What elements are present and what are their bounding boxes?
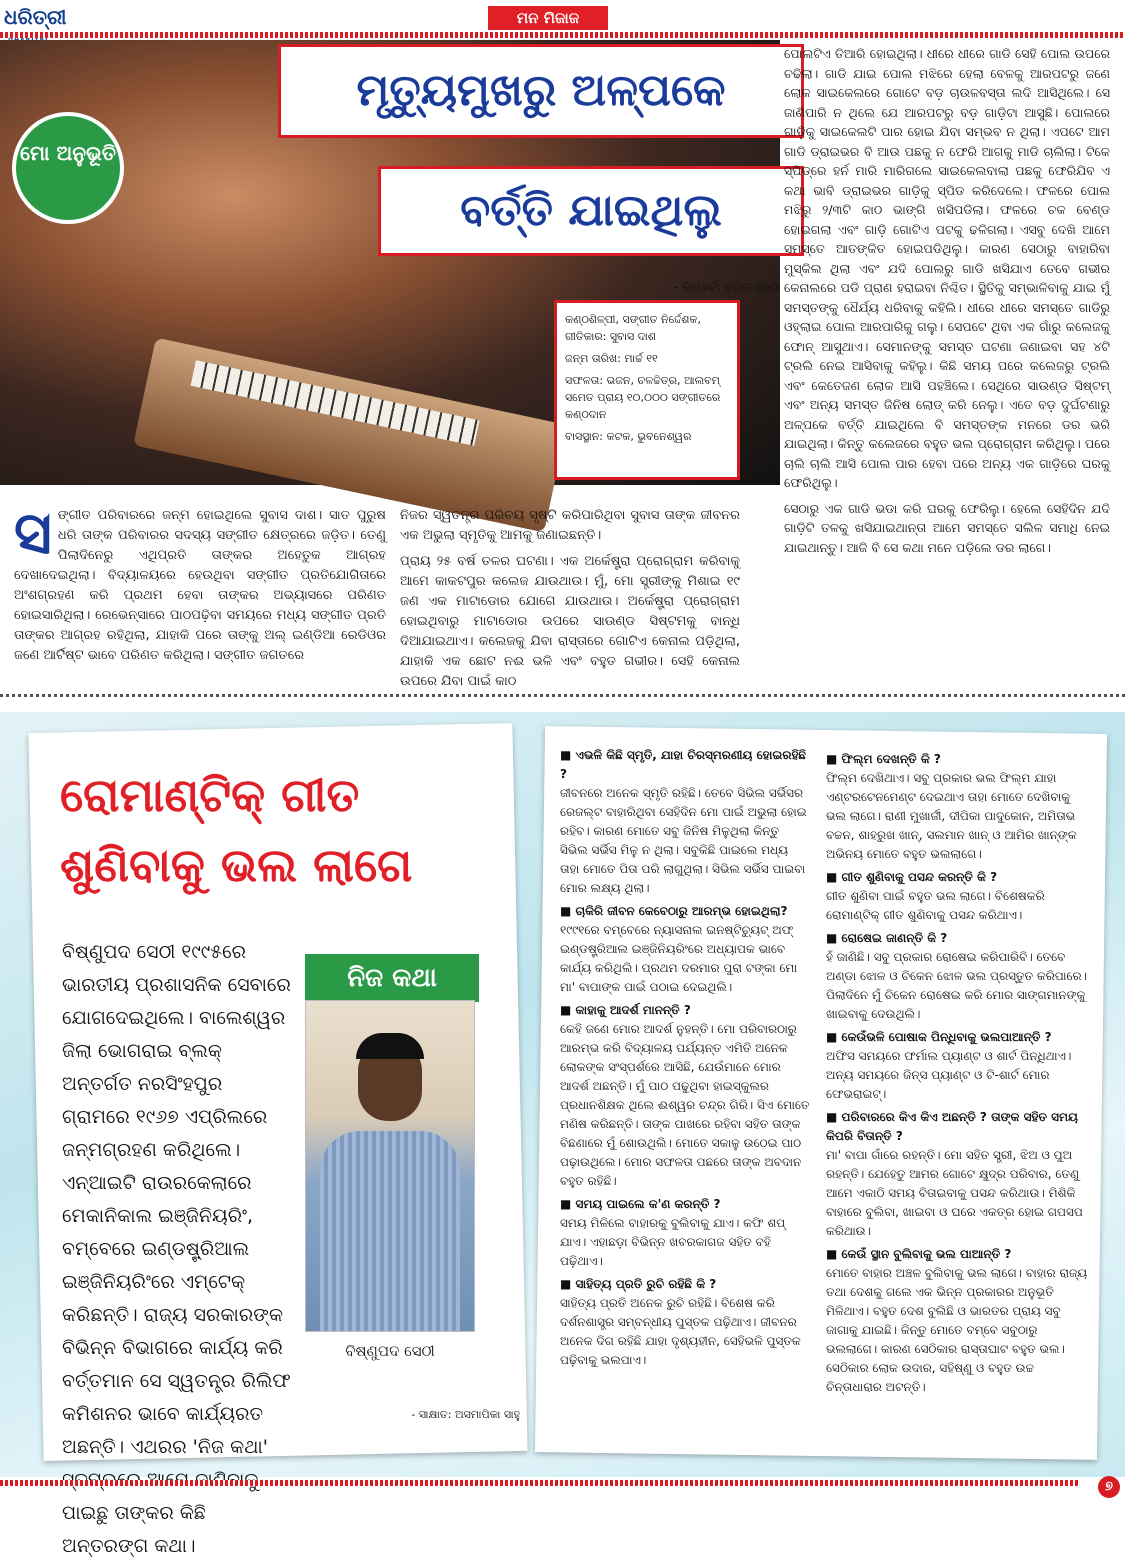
qa-column-2 [826,746,1088,1462]
qa-answer: କେହି ଜଣେ ମୋର ଆଦର୍ଶ ନୁହନ୍ତି। ମୋ ପରିବାରଠାରୁ ଆରମ୍ଭ କରି ବିଦ୍ୟାଳୟ ପର୍ଯ୍ୟନ୍ତ ଏମିତି ଅନେକ ଲୋକଙ୍କ ସଂସ୍ପର୍ଶରେ ଆସିଛି, ଯେଉଁମାନେ ମୋର ଆଦର୍ଶ ଅଛନ୍ତି। ମୁଁ ପାଠ ପଢୁଥିବା ହାଇସ୍କୁଲର ପ୍ରଧାନଶିକ୍ଷକ ଥିଲେ ଈଶ୍ୱର ଚନ୍ଦ୍ର ଗିରି। ସିଏ ମୋତେ ମଣିଷ କରିଛନ୍ତି। ତାଙ୍କ ପାଖରେ ରହିବା ସହିତ ତାଙ୍କ ବିଛଣାରେ ମୁଁ ଶୋଉଥିଲି। ମୋତେ ସକାଳୁ ଉଠେଇ ପାଠ ପଢ଼ାଉଥିଲେ। ମୋର ସଫଳତା ପଛରେ ତାଙ୍କ ଅବଦାନ ବହୁତ ରହିଛି। [560,1022,810,1188]
profile-bio: ବିଷ୍ଣୁପଦ ସେଠୀ ୧୯୯୫ରେ ଭାରତୀୟ ପ୍ରଶାସନିକ ସେବାରେ ଯୋଗଦେଇଥିଲେ। ବାଲେଶ୍ୱର ଜିଲା ଭୋଗରାଇ ବ୍ଲକ୍ ଅନ୍ତର୍ଗତ ନରସିଂହପୁର ଗ୍ରାମରେ ୧୯୬୭ ଏପ୍ରିଲରେ ଜନ୍ମଗ୍ରହଣ କରିଥିଲେ। ଏନ୍ଆଇଟି ରାଉରକେଲାରେ ମେକାନିକାଲ ଇଞ୍ଜିନିୟରିଂ, ବମ୍ବେରେ ଇଣ୍ଡଷ୍ଟ୍ରିଆଲ ଇଞ୍ଜିନିୟରିଂରେ ଏମ୍‌ଟେକ୍ କରିଛନ୍ତି। ରାଜ୍ୟ ସରକାରଙ୍କ ବିଭିନ୍ନ ବିଭାଗରେ କାର୍ଯ୍ୟ କରି ବର୍ତ୍ତମାନ ସେ ସ୍ୱତନ୍ତ୍ର ରିଲିଫ କମିଶନର ଭାବେ କାର୍ଯ୍ୟରତ ଅଛନ୍ତି। ଏଥରର 'ନିଜ କଥା' ପାଇଛୁ ତାଙ୍କର କିଛି ଅନ୍ତରଙ୍ଗ କଥା। [62,941,291,1557]
qa-question: ■ ଗୀତ ଶୁଣିବାକୁ ପସନ୍ଦ କରନ୍ତି କି ? [826,868,1088,887]
qa-question: ■ ରୋଷେଇ ଜାଣନ୍ତି କି ? [826,929,1088,948]
newspaper-logo [4,4,67,30]
qa-answer: ଜୀବନରେ ଅନେକ ସ୍ମୃତି ରହିଛି। ତେବେ ସିଭିଲ ସର୍ଭିସର ରେଜଲ୍ଟ ବାହାରିଥିବା ସେହିଦିନ ମୋ ପାଇଁ ଅଭୁଲା ହୋଇ ରହିବ। କାରଣ ମୋତେ ସବୁ ଜିନିଷ ମିଳୁଥିଲା କିନ୍ତୁ ସିଭିଲ ସର୍ଭିସ ମିଳୁ ନ ଥିଲା। ସବୁକିଛି ପାଇଲେ ମଧ୍ୟ ତାହା ମୋତେ ପିତା ପରି ଲାଗୁଥିଲା। ସିଭିଲ ସର୍ଭିସ ପାଇବା ମୋର ଲକ୍ଷ୍ୟ ଥିଲା। [560,786,807,895]
qa-column-1 [560,742,810,1462]
info-dob: ଜନ୍ମ ତାରିଖ: ମାର୍ଚ୍ଚ ୧୧ [565,352,658,365]
top-divider [0,32,1125,38]
qa-question: ■ କେଉଁଭଳି ପୋଷାକ ପିନ୍ଧିବାକୁ ଭଲପାଆନ୍ତି ? [826,1028,1088,1047]
interview-headline [60,760,520,900]
bottom-divider [0,1480,1080,1486]
photo-caption: ବିଷ୍ଣୁପଦ ସେଠୀ [320,1336,460,1366]
qa-answer: ହଁ ଜାଣିଛି। ସବୁ ପ୍ରକାର ରୋଷେଇ କରିପାରିବି। ତେବେ ଅଣ୍ଡା ଝୋଳ ଓ ଚିକେନ ଝୋଳ ଭଲ ପ୍ରସ୍ତୁତ କରିପାରେ। ପିଲାଦିନେ ମୁଁ ଚିକେନ ରୋଷେଇ କରି ମୋର ସାଙ୍ଗମାନଙ୍କୁ ଖାଇବାକୁ ଦେଉଥିଲି। [826,950,1088,1021]
column-3-para-2: ସେଠାରୁ ଏକ ଗାଡି ଭଡା କରି ଘରକୁ ଫେରିଲୁ। ହେଲେ ସେହିଦିନ ଯଦି ଗାଡ଼ିଟି ତଳକୁ ଖସିଯାଇଥାନ୍ତା ଆମେ ସମସ୍ତେ ସଲିଳ ସମାଧି ନେଇ ଯାଇଥାନ୍ତୁ। ଆଜି ବି ସେ କଥା ମନେ ପଡ଼ିଲେ ଡର ଲାଗେ। [784,500,1110,555]
qa-question: ■ ସମୟ ପାଇଲେ କ'ଣ କରନ୍ତି ? [560,1195,810,1214]
person-photo [305,1000,475,1332]
qa-answer: ସମୟ ମିଳିଲେ ବାହାରକୁ ବୁଲିବାକୁ ଯାଏ। କଫି ଶପ୍ ଯାଏ। ଏହାଛଡ଼ା ବିଭିନ୍ନ ଖବରକାଗଜ ସହିତ ବହି ପଢ଼ିଥାଏ। [560,1216,786,1268]
qa-answer: ୧୯୯୧ରେ ବମ୍ବେରେ ନ୍ୟାସନାଲ ଇନଷ୍ଟିଚ୍ୟୁଟ୍ ଅଫ୍ ଇଣ୍ଡଷ୍ଟ୍ରିଆଲ ଇଞ୍ଜିନିୟରିଂରେ ଅଧ୍ୟାପକ ଭାବେ କାର୍ଯ୍ୟ କରିଥିଲି। ପ୍ରଥମ ଦରମାର ପୁରା ଟଙ୍କା ମୋ ମା' ବାପାଙ୍କ ପାଇଁ ପଠାଇ ଦେଇଥିଲି। [560,923,798,994]
info-role: କଣ୍ଠଶିଳ୍ପୀ, ସଙ୍ଗୀତ ନିର୍ଦ୍ଦେଶକ, ଗୀତିକାର: ସୁବାସ ଦାଶ [565,313,702,343]
qa-answer: ଗୀତ ଶୁଣିବା ପାଇଁ ବହୁତ ଭଲ ଲାଗେ। ବିଶେଷକରି ରୋମାଣ୍ଟିକ୍ ଗୀତ ଶୁଣିବାକୁ ପସନ୍ଦ କରିଥାଏ। [826,889,1045,922]
interview-headline-line-1: ରୋମାଣ୍ଟିକ୍ ଗୀତ [60,768,360,822]
qa-question: ■ ପରିବାରରେ କିଏ କିଏ ଅଛନ୍ତି ? ତାଙ୍କ ସହିତ ସମୟ କିପରି ବିତାନ୍ତି ? [826,1108,1088,1146]
logo-text: ଧରିତ୍ରୀ [4,5,67,29]
qa-question: ■ ସାହିତ୍ୟ ପ୍ରତି ରୁଚି ରହିଛି କି ? [560,1275,810,1294]
profile-info-box [554,300,740,480]
qa-answer: ମୋତେ ବାହାର ଅଞ୍ଚଳ ବୁଲିବାକୁ ଭଲ ଲାଗେ। ବାହାର ରାଜ୍ୟ ତଥା ଦେଶକୁ ଗଲେ ଏକ ଭିନ୍ନ ପ୍ରକାରର ଅନୁଭୂତି ମିଳିଥାଏ। ବହୁତ ଦେଶ ବୁଲିଛି ଓ ଭାରତର ପ୍ରାୟ ସବୁ ଜାଗାକୁ ଯାଇଛି। କିନ୍ତୁ ମୋତେ ବମ୍ବେ ସବୁଠାରୁ ଭଲଲାଗେ। କାରଣ ସେଠିକାର ରାସ୍ତାଘାଟ ବହୁତ ଭଲ। ସେଠିକାର ଲୋକ ଉଦାର, ସହିଷ୍ଣୁ ଓ ବହୁତ ଉଚ୍ଚ ଚିନ୍ତାଧାରାର ଅଟନ୍ତି। [826,1266,1088,1394]
article-column-1 [14,499,386,686]
interview-headline-line-2: ଶୁଣିବାକୁ ଭଲ ଲାଗେ [60,838,413,892]
qa-answer: ଅଫିସ ସମୟରେ ଫର୍ମାଲ ପ୍ୟାଣ୍ଟ ଓ ଶାର୍ଟ ପିନ୍ଧିଥାଏ। ଅନ୍ୟ ସମୟରେ ଜିନ୍ସ ପ୍ୟାଣ୍ଟ ଓ ଟି-ଶାର୍ଟ ମୋର ଫେଭରାଇଟ୍। [826,1049,1072,1101]
nija-katha-tag: ନିଜ କଥା [303,952,481,1004]
qa-answer: ସାହିତ୍ୟ ପ୍ରତି ଅନେକ ରୁଚି ରହିଛି। ବିଶେଷ କରି ଦର୍ଶନଶାସ୍ତ୍ର ସମ୍ବନ୍ଧୀୟ ପୁସ୍ତକ ପଢ଼ିଥାଏ। ଜୀବନର ଅନେକ ଦିଗ ରହିଛି ଯାହା ଦୃଶ୍ୟହୀନ, ସେହିଭଳି ପୁସ୍ତକ ପଢ଼ିବାକୁ ଭଲପାଏ। [560,1296,801,1367]
qa-answer: ଫିଲ୍ମ ଦେଖିଥାଏ। ସବୁ ପ୍ରକାର ଭଲ ଫିଲ୍ମ ଯାହା ଏଣ୍ଟରଟେନମେଣ୍ଟ ଦେଇଥାଏ ତାହା ମୋତେ ଦେଖିବାକୁ ଭଲ ଲାଗେ। ରାଣୀ ମୁଖାର୍ଜୀ, ଦୀପିକା ପାଦୁକୋନ, ଅମିତାଭ ବଚ୍ଚନ, ଶାହରୁଖ ଖାନ୍, ସଲମାନ ଖାନ୍ ଓ ଆମିର ଖାନ୍‌ଙ୍କ ଅଭିନୟ ମୋତେ ବହୁତ ଭଲଲାଗେ। [826,771,1077,861]
section-divider [0,694,1125,697]
shirt-graphic [320,1131,460,1331]
page-number: ୭ [1098,1476,1120,1498]
column-1-text: ଙ୍ଗୀତ ପରିବାରରେ ଜନ୍ମ ହୋଇଥିଲେ ସୁବାସ ଦାଶ। ସାତ ପୁରୁଷ ଧରି ତାଙ୍କ ପରିବାରର ସଦସ୍ୟ ସଙ୍ଗୀତ କ୍ଷେତ୍ରରେ ଜଡ଼ିତ। ତେଣୁ ପିଲାଦିନେରୁ ଏଥିପ୍ରତି ତାଙ୍କର ଅହେତୁକ ଆଗ୍ରହ ଦେଖାଦେଇଥିଲା। ବିଦ୍ୟାଳୟରେ ହେଉଥିବା ସଙ୍ଗୀତ ପ୍ରତିଯୋଗିତାରେ ଅଂଶଗ୍ରହଣ କରି ପ୍ରଥମ ହେବା ତାଙ୍କର ଅଭ୍ୟାସରେ ପରିଣତ ହୋଇସାରିଥିଲା। ରେଭେନ୍ସାରେ ପାଠପଢ଼ିବା ସମୟରେ ମଧ୍ୟ ସଙ୍ଗୀତ ପ୍ରତି ତାଙ୍କର ଆଗ୍ରହ ରହିଥିଲା, ଯାହାକି ପରେ ତାଙ୍କୁ ଅଲ୍ ଇଣ୍ଡିଆ ରେଡିଓର ଜଣେ ଆର୍ଟିଷ୍ଟ ଭାବେ ପରିଣତ କରିଥିଲା। ସଙ୍ଗୀତ ଜଗତରେ [14,508,386,663]
headline-line-1: ମୃତ୍ୟୁମୁଖରୁ ଅଳ୍ପକେ [278,44,804,138]
qa-answer: ମା' ବାପା ଗାଁରେ ରହନ୍ତି। ମୋ ସହିତ ସ୍ତ୍ରୀ, ଝିଅ ଓ ପୁଅ ରହନ୍ତି। ଯେହେତୁ ଆମର ଗୋଟେ କ୍ଷୁଦ୍ର ପରିବାର, ତେଣୁ ଆମେ ଏକାଠି ସମୟ ବିତାଇବାକୁ ପସନ୍ଦ କରିଥାଉ। ମିଶିକି ବାହାରେ ବୁଲିବା, ଖାଇବା ଓ ଘରେ ଏକତ୍ର ହୋଇ ଗପସପ କରିଥାଉ। [826,1148,1083,1238]
reporter-credit: - ରିପୋର୍ଟ: ବନ୍ଦନା ସେଠୀ [673,280,780,294]
section-label: ମନ ମିଜାଜ [488,6,608,30]
column-2-para-2: ପ୍ରାୟ ୨୫ ବର୍ଷ ତଳର ଘଟଣା। ଏକ ଅର୍କେଷ୍ଟ୍ରା ପ୍ରୋଗ୍ରାମ କରିବାକୁ ଆମେ କାକଟପୁର କଲେଜ ଯାଉଥାଉ। ମୁଁ, ମୋ ସ୍ତ୍ରୀଙ୍କୁ ମିଶାଇ ୧୯ ଜଣ ଏକ ମାଟାଡୋର ଯୋଗେ ଯାଉଥାଉ। ଅର୍କେଷ୍ଟ୍ରା ପ୍ରୋଗ୍ରାମ ହୋଇଥିବାରୁ ମାଟାଡୋର ଉପରେ ସାଉଣ୍ଡ ସିଷ୍ଟମକୁ ବାନ୍ଧି ଦିଆଯାଇଥାଏ। କଲେଜକୁ ଯିବା ରାସ୍ତାରେ ଗୋଟିଏ କେନାଲ ପଡ଼ିଥିଲା, ଯାହାକି ଏକ ଛୋଟ ନଈ ଭଳି ଏବଂ ବହୁତ ଗଭୀର। ସେହି କେନାଲ ଉପରେ ଯିବା ପାଇଁ କାଠ [400,554,740,689]
article-column-3 [784,44,1110,686]
qa-question: ■ ଚାକିରି ଜୀବନ କେବେଠାରୁ ଆରମ୍ଭ ହୋଇଥିଲା? [560,902,810,921]
qa-question: ■ ଏଭଳି କିଛି ସ୍ମୃତି, ଯାହା ଚିରସ୍ମରଣୀୟ ହୋଇରହିଛି ? [560,746,810,784]
qa-question: ■ କେଉଁ ସ୍ଥାନ ବୁଲିବାକୁ ଭଲ ପାଆନ୍ତି ? [826,1245,1088,1264]
column-3-para-1: ପୋଲଟିଏ ତିଆରି ହୋଇଥିଲା। ଧୀରେ ଧୀରେ ଗାଡି ସେହି ପୋଲ ଉପରେ ଚଢିଲା। ଗାଡି ଯାଇ ପୋଲ ମଝିରେ ହେଲା ବେଳକୁ ଆରପଟରୁ ଜଣେ ଲୋକ ସାଇକେଲରେ ଗୋଟେ ବଡ଼ ଚାଉଳବସ୍ତା ଲଦି ଆସିଥିଲେ। ସେ ଜାଣିପାରି ନ ଥିଲେ ଯେ ଆରପଟରୁ ବଡ଼ ଗାଡ଼ିଟା ଆସୁଛି। ପୋଲରେ ଗାଡ଼ିକୁ ସାଇକେଲଟି ପାର ହୋଇ ଯିବା ସମ୍ଭବ ନ ଥିଲା। ଏପଟେ ଆମ ଗାଡି ଡ୍ରାଇଭର ବି ଆଉ ପଛକୁ ନ ଫେରି ଆଗକୁ ମାଡି ଚାଲିଲା। ଟିକେ ସ୍ପିଡ୍‌ରେ ହର୍ନ ମାରି ମାରିଗଲେ ସାଇକେଲବାଲା ପଛକୁ ଫେରିଯିବ ଏ କଥା ଭାବି ଡ୍ରାଇଭର ଗାଡ଼ିକୁ ସ୍ପିଡ କରିଦେଲେ। ଫଳରେ ପୋଲ ମଝିରୁ ୨/୩ଟି କାଠ ଭାଙ୍ଗି ଖସିପଡିଲା। ଫଳରେ ଚକ ବେଣ୍ଡ ହୋଇଗଲା ଏବଂ ଗାଡ଼ି ଗୋଟିଏ ପଟକୁ ଢଳିଗଲା। ଏସବୁ ଦେଖି ଆମେ ସମସ୍ତେ ଆତଙ୍କିତ ହୋଇପଡିଥିଲୁ। କାରଣ ସେଠାରୁ ବାହାରିବା ମୁସ୍କିଲ ଥିଲା ଏବଂ ଯଦି ପୋଲରୁ ଗାଡି ଖସିଯାଏ ତେବେ ଗଭୀର କେନାଲରେ ପଡି ପ୍ରାଣ ହରାଇବା ନିଶ୍ଚିତ। ସ୍ଥିତିକୁ ସମ୍ଭାଳିବାକୁ ଯାଇ ମୁଁ ସମସ୍ତଙ୍କୁ ଧୈର୍ଯ୍ୟ ଧରିବାକୁ କହିଲି। ଧୀରେ ଧୀରେ ସମସ୍ତେ ଗାଡିରୁ ଓହ୍ଲାଇ ପୋଲ ଆରପାରିକୁ ଗଲୁ। ସେପଟେ ଥିବା ଏକ ଗାଁରୁ କଲେଜକୁ ଫୋନ୍ ଆସୁଥାଏ। ସେମାନଙ୍କୁ ସମସ୍ତ ଘଟଣା ଜଣାଇବା ସହ ୪ଟି ଟ୍ରଲି ନେଇ ଆସିବାକୁ କହିଲୁ। କିଛି ସମୟ ପରେ କଲେଜରୁ ଟ୍ରଲି ଏବଂ କେତେଜଣ ଲୋକ ଆସି ପହଞ୍ଚିଲେ। ସେଥିରେ ସାଉଣ୍ଡ ସିଷ୍ଟମ୍ ଏବଂ ଅନ୍ୟ ସମସ୍ତ ଜିନିଷ ଲୋଡ୍ କରି ନେଲୁ। ଏତେ ବଡ଼ ଦୁର୍ଘଟଣାରୁ ଅଳ୍ପକେ ବର୍ତ୍ତି ଯାଇଥିଲେ ବି ସମସ୍ତଙ୍କ ମନରେ ଡର ଭରି ଯାଇଥିଲା। କିନ୍ତୁ କଲେଜରେ ବହୁତ ଭଲ ପ୍ରୋଗ୍ରାମ କରିଥିଲୁ। ପରେ ଚାଲି ଚାଲି ଆସି ପୋଲ ପାର ହେବା ପରେ ଅନ୍ୟ ଏକ ଗାଡ଼ିରେ ଘରକୁ ଫେରିଥିଲୁ। [784,46,1110,490]
headline-line-2: ବର୍ତ୍ତି ଯାଇଥିଲୁ [378,166,804,256]
info-residence: ବାସସ୍ଥାନ: କଟକ, ଭୁବନେଶ୍ୱର [565,430,692,443]
qa-question: ■ ଫିଲ୍ମ ଦେଖନ୍ତି କି ? [826,750,1088,769]
column-2-para-1: ନିଜର ସ୍ୱତନ୍ତ୍ର ପରିଚୟ ସୃଷ୍ଟି କରିପାରିଥିବା ସୁବାସ ତାଙ୍କ ଜୀବନର ଏକ ଅଭୁଲା ସ୍ମୃତିକୁ ଆମକୁ ଜଣାଇଛନ୍ତି। [400,508,740,543]
article-column-2 [400,506,740,689]
info-success: ସଫଳତା: ଭଜନ, ଚଳଚ୍ଚିତ୍ର, ଆଲବମ୍ ସମେତ ପ୍ରାୟ ୧୦,୦୦୦ ସଙ୍ଗୀତରେ କଣ୍ଠଦାନ [565,374,721,421]
qa-question: ■ କାହାକୁ ଆଦର୍ଶ ମାନନ୍ତି ? [560,1001,810,1020]
mo-anubhuti-badge: ମୋ ଅନୁଭୂତି [12,112,124,224]
hair-graphic [356,1033,424,1059]
interviewer-credit: - ସାକ୍ଷାତ: ଅସମାପିକା ସାହୁ [411,1408,520,1421]
drop-cap: ସ [14,499,52,567]
